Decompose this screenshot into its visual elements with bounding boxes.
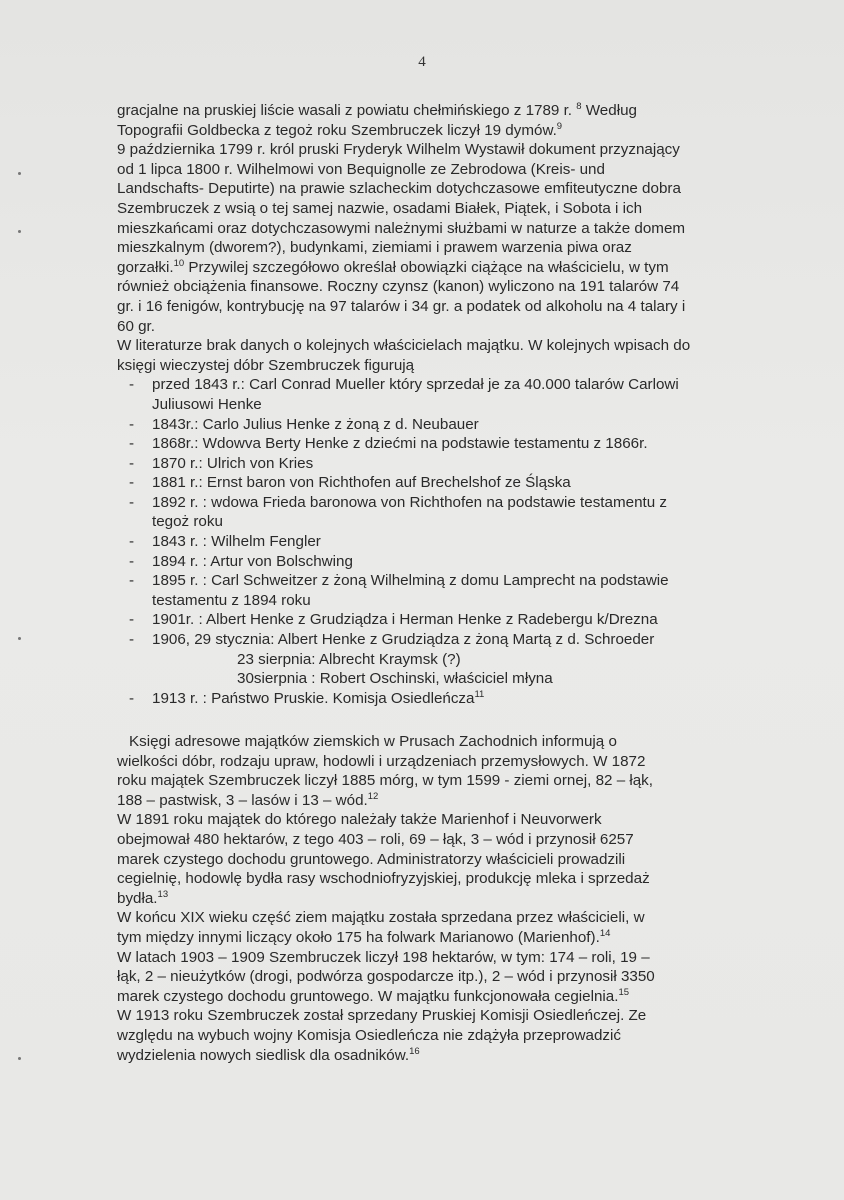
owner-line: 1913 r. : Państwo Pruskie. Komisja Osiedleńcza$^{11}$ [152, 688, 485, 707]
text-line: Szembruczek z wsią o tej samej nazwie, osadami Białek, Piątek, i Sobota i ich [117, 199, 643, 217]
list-dash: - [129, 533, 135, 551]
footnote-ref: 13 [157, 888, 169, 900]
text-line: łąk, 2 – nieużytków (drogi, podwórza gospodarcze itp.), 2 – wód i przynosił 3350 [117, 968, 655, 986]
text-line: gracjalne na pruskiej liście wasali z powiatu chełmińskiego z 1789 r. $^8$ Według [117, 101, 637, 119]
text-line: mieszkalnym (dworem?), budynkami, ziemiami i prawem warzenia piwa oraz [117, 239, 632, 257]
text-line: mieszkańcami oraz dotychczasowymi należnymi służbami w naturze a także domem [117, 219, 686, 237]
text-line: marek czystego dochodu gruntowego. Administratorzy właścicieli prowadzili [117, 850, 626, 868]
text-line: 188 – pastwisk, 3 – lasów i 13 – wód.$^{12}$ [117, 790, 379, 809]
owner-line: 1895 r. : Carl Schweitzer z żoną Wilhelminą z domu Lamprecht na podstawie [152, 572, 669, 590]
owner-line: Juliusowi Henke [152, 395, 262, 413]
owner-line: 1881 r.: Ernst baron von Richthofen auf Brechelshof ze Śląska [152, 474, 571, 492]
text-line: Topografii Goldbecka z tegoż roku Szembruczek liczył 19 dymów.$^9$ [117, 120, 563, 139]
text-line: Landschafts- Deputirte) na prawie szlacheckim dotychczasowe emfiteutyczne dobra [117, 180, 681, 198]
list-dash: - [129, 493, 135, 511]
text-line: W literaturze brak danych o kolejnych właścicielach majątku. W kolejnych wpisach do [117, 337, 691, 355]
owner-line: 1901r. : Albert Henke z Grudziądza i Herman Henke z Radebergu k/Drezna [152, 611, 658, 629]
owner-line: testamentu z 1894 roku [152, 591, 311, 609]
owner-entry [117, 571, 749, 610]
list-dash: - [129, 552, 135, 570]
list-dash: - [129, 415, 135, 433]
text-line: gorzałki.$^{10}$ Przywilej szczegółowo określał obowiązki ciążące na właścicielu, w tym [117, 257, 669, 276]
text-line: W 1913 roku Szembruczek został sprzedany Pruskiej Komisji Osiedleńczej. Ze [117, 1007, 647, 1025]
scan-speck [18, 172, 21, 175]
text-line: od 1 lipca 1800 r. Wilhelmowi von Bequignolle ze Zebrodowa (Kreis- und [117, 160, 605, 178]
footnote-ref: 10 [173, 257, 185, 269]
owner-line: 1843r.: Carlo Julius Henke z żoną z d. Neubauer [152, 415, 479, 433]
text-line: 9 października 1799 r. król pruski Fryderyk Wilhelm Wystawił dokument przyznający [117, 141, 680, 159]
text-line: względu na wybuch wojny Komisja Osiedleńcza nie zdążyła przeprowadzić [117, 1026, 621, 1044]
owner-line: 1906, 29 stycznia: Albert Henke z Grudziądza z żoną Martą z d. Schroeder [152, 631, 655, 649]
text-line: 60 gr. [117, 317, 155, 335]
list-dash: - [129, 435, 135, 453]
owner-subline: 30sierpnia : Robert Oschinski, właściciel młyna [237, 670, 553, 688]
text-line: obejmował 480 hektarów, z tego 403 – roli, 69 – łąk, 3 – wód i przynosił 6257 [117, 830, 634, 848]
text-line: W końcu XIX wieku część ziem majątku została sprzedana przez właścicieli, w [117, 909, 645, 927]
owner-line: 1843 r. : Wilhelm Fengler [152, 533, 321, 551]
owner-line: 1868r.: Wdowva Berty Henke z dziećmi na podstawie testamentu z 1866r. [152, 435, 648, 453]
text-line: tym między innymi liczący około 175 ha folwark Marianowo (Marienhof).$^{14}$ [117, 927, 611, 946]
scan-speck [18, 230, 21, 233]
owner-entry [117, 454, 749, 474]
scan-speck [18, 637, 21, 640]
owner-entry [117, 689, 749, 709]
text-line: księgi wieczystej dóbr Szembruczek figurują [117, 356, 415, 374]
text-line: bydła.$^{13}$ [117, 888, 169, 907]
footnote-ref: 9 [556, 120, 563, 132]
footnote-ref: 16 [409, 1045, 420, 1057]
owner-subline: 23 sierpnia: Albrecht Kraymsk (?) [237, 650, 461, 668]
footnote-ref: 15 [618, 986, 630, 998]
text-line: wielkości dóbr, rodzaju upraw, hodowli i urządzeniach przemysłowych. W 1872 [117, 752, 646, 770]
owner-entry [117, 493, 749, 532]
list-dash: - [129, 631, 135, 649]
body-text-section-2 [117, 732, 749, 1065]
text-line: marek czystego dochodu gruntowego. W majątku funkcjonowała cegielnia.$^{15}$ [117, 986, 630, 1005]
list-dash: - [129, 572, 135, 590]
owner-entry [117, 375, 749, 414]
owner-entry [117, 532, 749, 552]
owner-entry [117, 473, 749, 493]
page-number: 4 [418, 54, 426, 70]
body-text-section-1 [117, 101, 749, 708]
owner-line: 1894 r. : Artur von Bolschwing [152, 552, 353, 570]
text-line: również obciążenia finansowe. Roczny czynsz (kanon) wyliczono na 191 talarów 74 [117, 278, 680, 296]
text-line: gr. i 16 fenigów, kontrybucję na 97 talarów i 34 gr. a podatek od alkoholu na 4 talary i [117, 297, 686, 315]
owner-entry [117, 552, 749, 572]
scan-speck [18, 1057, 21, 1060]
owner-line: 1892 r. : wdowa Frieda baronowa von Richthofen na podstawie testamentu z [152, 493, 667, 511]
owner-entry [117, 415, 749, 435]
list-dash: - [129, 611, 135, 629]
text-line: W 1891 roku majątek do którego należały także Marienhof i Neuvorwerk [117, 811, 602, 829]
list-dash: - [129, 474, 135, 492]
text-line: wydzielenia nowych siedlisk dla osadników.$^{16}$ [117, 1045, 420, 1064]
text-line: roku majątek Szembruczek liczył 1885 mórg, w tym 1599 - ziemi ornej, 82 – łąk, [117, 772, 653, 790]
list-dash: - [129, 454, 135, 472]
list-dash: - [129, 376, 135, 394]
text-line: Księgi adresowe majątków ziemskich w Prusach Zachodnich informują o [129, 733, 617, 750]
footnote-ref: 12 [367, 790, 379, 802]
owner-line: tegoż roku [152, 513, 223, 531]
owner-line: przed 1843 r.: Carl Conrad Mueller który sprzedał je za 40.000 talarów Carlowi [152, 376, 679, 394]
footnote-ref: 8 [576, 101, 582, 112]
owner-entry [117, 434, 749, 454]
owners-list [117, 375, 749, 708]
footnote-ref: 14 [599, 927, 611, 939]
owner-entry [117, 630, 749, 689]
text-line: cegielnię, hodowlę bydła rasy wschodniofryzyjskiej, produkcję mleka i sprzedaż [117, 870, 650, 888]
owner-entry [117, 610, 749, 630]
list-dash: - [129, 689, 135, 707]
footnote-ref: 11 [474, 688, 485, 700]
owner-line: 1870 r.: Ulrich von Kries [152, 454, 314, 472]
text-line: W latach 1903 – 1909 Szembruczek liczył 198 hektarów, w tym: 174 – roli, 19 – [117, 948, 650, 966]
